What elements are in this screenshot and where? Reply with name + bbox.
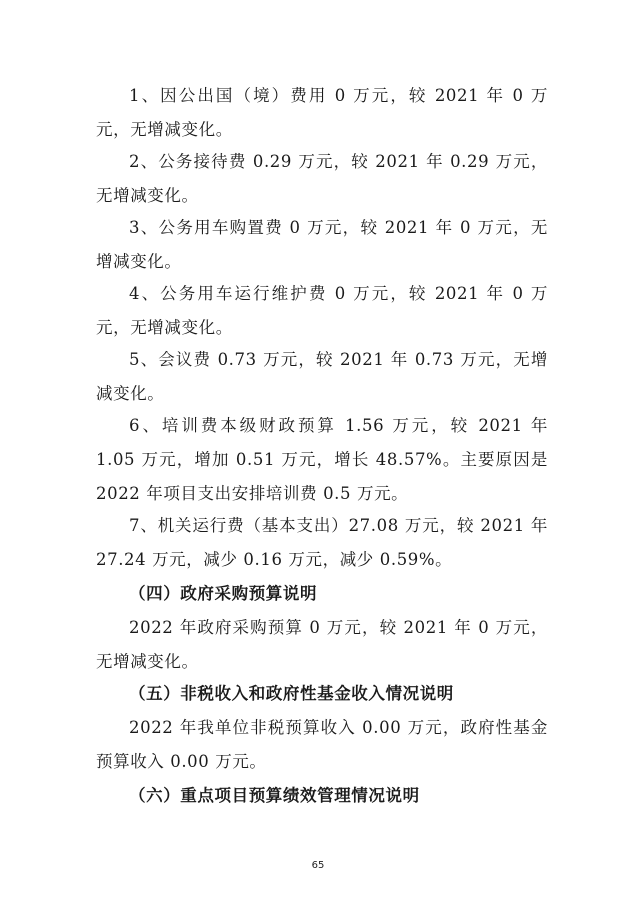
paragraph-training-expense: 6、培训费本级财政预算 1.56 万元，较 2021 年 1.05 万元，增加 0.51 万元，增长 48.57%。主要原因是 2022 年项目支出安排培训费 0.5 万元。 <box>96 416 548 503</box>
page-number: 65 <box>311 860 325 871</box>
paragraph-operating-expense: 7、机关运行费（基本支出）27.08 万元，较 2021 年 27.24 万元，减少 0.16 万元，减少 0.59%。 <box>96 516 548 569</box>
paragraph-reception-expense: 2、公务接待费 0.29 万元，较 2021 年 0.29 万元，无增减变化。 <box>96 152 548 205</box>
paragraph-nontax-revenue: 2022 年我单位非税预算收入 0.00 万元，政府性基金预算收入 0.00 万元。 <box>96 718 548 771</box>
section-heading-procurement: （四）政府采购预算说明 <box>129 584 318 603</box>
section-heading-performance-management: （六）重点项目预算绩效管理情况说明 <box>129 786 420 805</box>
paragraph-vehicle-maintenance-expense: 4、公务用车运行维护费 0 万元，较 2021 年 0 万元，无增减变化。 <box>96 284 548 337</box>
paragraph-procurement: 2022 年政府采购预算 0 万元，较 2021 年 0 万元，无增减变化。 <box>96 618 548 671</box>
paragraph-vehicle-purchase-expense: 3、公务用车购置费 0 万元，较 2021 年 0 万元，无增减变化。 <box>96 218 548 271</box>
paragraph-meeting-expense: 5、会议费 0.73 万元，较 2021 年 0.73 万元，无增减变化。 <box>96 350 548 403</box>
section-heading-nontax-revenue: （五）非税收入和政府性基金收入情况说明 <box>129 684 454 703</box>
paragraph-overseas-travel-expense: 1、因公出国（境）费用 0 万元，较 2021 年 0 万元，无增减变化。 <box>96 86 548 139</box>
